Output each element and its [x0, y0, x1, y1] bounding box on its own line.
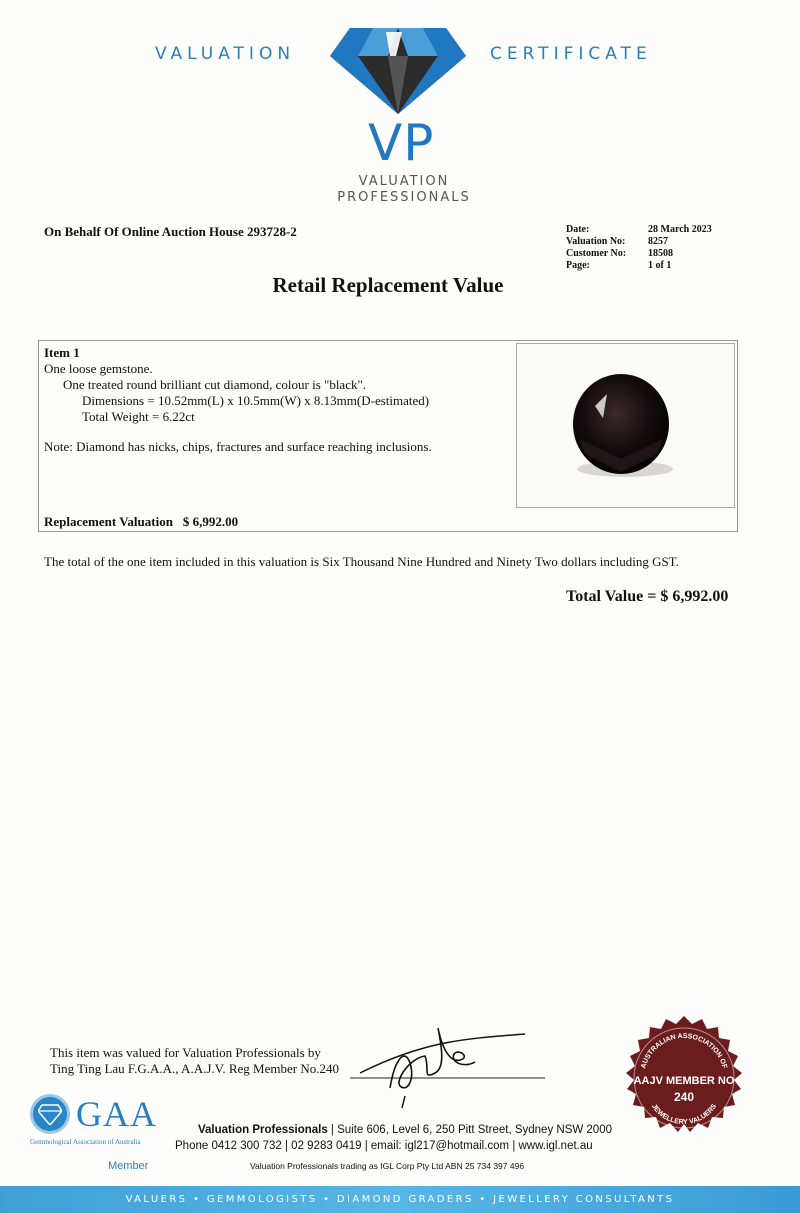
diamond-logo-icon: [328, 26, 468, 116]
valued-by-line-2: Ting Ting Lau F.G.A.A., A.A.J.V. Reg Member No.240: [50, 1061, 339, 1076]
replacement-label: Replacement Valuation: [44, 514, 173, 529]
page-title: Retail Replacement Value: [272, 273, 504, 297]
meta-value-valuation-no: 8257: [648, 236, 668, 247]
badge-ring-bottom: JEWELLERY VALUERS: [649, 1103, 719, 1127]
item-line-2: One treated round brilliant cut diamond, colour is "black".: [63, 377, 367, 392]
meta-labels: [566, 224, 626, 272]
on-behalf-of: On Behalf Of Online Auction House 293728-2: [44, 224, 297, 239]
item-line-1: One loose gemstone.: [44, 361, 153, 376]
meta-label-customer-no: Customer No:: [566, 248, 627, 259]
address-street: | Suite 606, Level 6, 250 Pitt Street, Sydney NSW 2000: [327, 1124, 612, 1136]
meta-value-date: 28 March 2023: [648, 224, 712, 235]
total-value: Total Value = $ 6,992.00: [566, 588, 729, 605]
valued-by: [50, 1045, 339, 1077]
header-word-valuation: VALUATION: [155, 44, 296, 64]
item-line-3: Dimensions = 10.52mm(L) x 10.5mm(W) x 8.13mm(D-estimated): [82, 393, 430, 408]
meta-value-customer-no: 18508: [648, 248, 673, 259]
badge-line-1: AAJV MEMBER NO: [633, 1075, 735, 1087]
gaa-member: Member: [108, 1160, 149, 1172]
meta-values: [648, 224, 712, 272]
valued-by-line-1: This item was valued for Valuation Professionals by: [50, 1045, 321, 1060]
total-sentence: The total of the one item included in this valuation is Six Thousand Nine Hundred and Ninety Two dollars including GST.: [44, 554, 679, 569]
badge-ring-top: AUSTRALIAN ASSOCIATION OF: [640, 1032, 728, 1070]
logo-line-professionals: PROFESSIONALS: [337, 190, 471, 205]
black-diamond-image: [517, 344, 734, 507]
aajv-badge-text: [622, 1073, 746, 1105]
meta-value-page: 1 of 1: [648, 260, 672, 271]
meta-label-valuation-no: Valuation No:: [566, 236, 626, 247]
signature: [350, 1018, 550, 1108]
item-heading: Item 1: [44, 345, 80, 360]
address-line-2: Phone 0412 300 732 | 02 9283 0419 | email: igl217@hotmail.com | www.igl.net.au: [175, 1140, 593, 1152]
header-word-certificate: CERTIFICATE: [490, 44, 652, 64]
replacement-valuation: [44, 514, 238, 530]
address-line-1: [198, 1124, 612, 1136]
logo-line-valuation: VALUATION: [358, 174, 450, 189]
item-description: [44, 345, 432, 455]
gaa-diamond-icon: [38, 1103, 62, 1125]
meta-label-date: Date:: [566, 224, 590, 235]
vp-logo-letters: VP: [368, 114, 435, 172]
diamond-photo-frame: [516, 343, 735, 508]
gaa-full-name: Gemmological Association of Australia: [30, 1138, 141, 1146]
footer-bar: VALUERS • GEMMOLOGISTS • DIAMOND GRADERS • JEWELLERY CONSULTANTS: [0, 1186, 800, 1213]
badge-member-number: 240: [673, 1090, 695, 1104]
meta-label-page: Page:: [566, 260, 590, 271]
item-note: Note: Diamond has nicks, chips, fractures and surface reaching inclusions.: [44, 439, 432, 454]
gaa-name: GAA: [76, 1094, 157, 1134]
item-line-4: Total Weight = 6.22ct: [82, 409, 195, 424]
replacement-value: $ 6,992.00: [182, 514, 239, 529]
address-company: Valuation Professionals: [198, 1124, 328, 1136]
address-line-3: Valuation Professionals trading as IGL Corp Pty Ltd ABN 25 734 397 496: [250, 1161, 525, 1171]
